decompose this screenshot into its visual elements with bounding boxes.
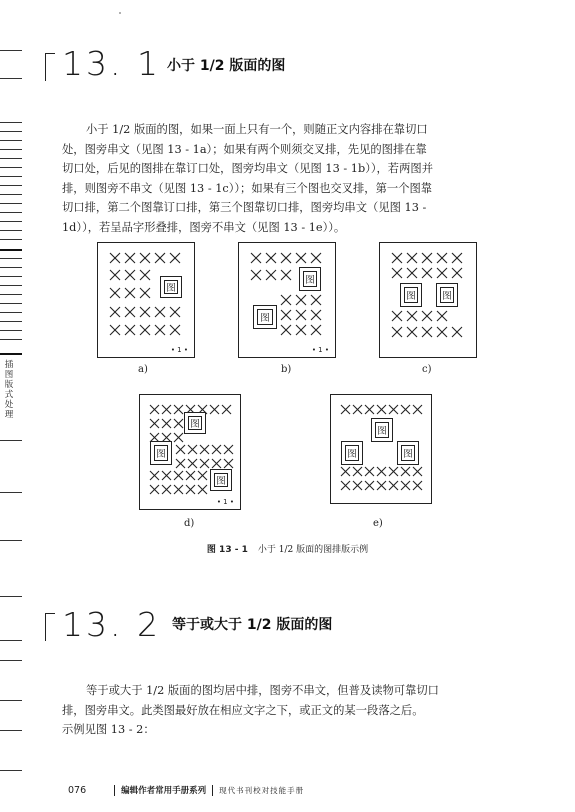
text-line: 排，则图旁不串文（见图 13 - 1c））；如果有三个图也交叉排，第一个图靠 <box>62 181 433 195</box>
cross-mark <box>174 485 183 494</box>
cross-mark <box>413 467 422 476</box>
cross-mark <box>186 471 195 480</box>
cross-mark <box>377 467 386 476</box>
cross-mark <box>311 253 321 263</box>
figure-placeholder: 图 <box>299 267 321 291</box>
cross-mark <box>296 310 306 320</box>
cross-pattern <box>380 243 476 357</box>
cross-mark <box>407 311 417 321</box>
figure-caption-number: 图 13 - 1 <box>206 545 248 555</box>
figure-label-b: b) <box>281 364 292 375</box>
scan-speck <box>119 12 121 14</box>
cross-mark <box>176 459 185 468</box>
figure-placeholder: 图 <box>253 305 277 329</box>
cross-mark <box>365 467 374 476</box>
cross-mark <box>198 485 207 494</box>
cross-mark <box>125 270 135 280</box>
cross-mark <box>296 325 306 335</box>
page-number: 076 <box>68 785 87 796</box>
text-line: 1d）），若呈品字形叠排，图旁不串文（见图 13 - 1e））。 <box>62 220 346 234</box>
heading-bracket <box>45 53 46 81</box>
cross-mark <box>188 445 197 454</box>
cross-mark <box>150 485 159 494</box>
figure-label-c: c) <box>422 364 432 375</box>
cross-mark <box>401 481 410 490</box>
text-line: 小于 1/2 版面的图，如果一面上只有一个，则随正文内容排在靠切口 <box>86 123 428 136</box>
cross-mark <box>212 445 221 454</box>
cross-mark <box>452 268 462 278</box>
figure-caption <box>0 542 575 555</box>
cross-mark <box>266 253 276 263</box>
cross-mark <box>212 459 221 468</box>
figure-label-a: a) <box>138 364 148 375</box>
cross-mark <box>413 481 422 490</box>
cross-mark <box>174 433 183 442</box>
page-mark: • 1 • <box>216 498 234 506</box>
cross-mark <box>174 419 183 428</box>
cross-mark <box>311 325 321 335</box>
cross-mark <box>251 253 261 263</box>
cross-mark <box>155 253 165 263</box>
page-footer <box>68 784 304 796</box>
cross-mark <box>437 327 447 337</box>
cross-mark <box>162 485 171 494</box>
cross-mark <box>401 405 410 414</box>
cross-mark <box>377 405 386 414</box>
section2-paragraph <box>62 681 482 740</box>
cross-mark <box>186 485 195 494</box>
cross-mark <box>422 253 432 263</box>
cross-mark <box>422 311 432 321</box>
cross-mark <box>377 481 386 490</box>
cross-mark <box>392 253 402 263</box>
section1-paragraph <box>62 120 482 238</box>
cross-mark <box>170 253 180 263</box>
cross-mark <box>422 268 432 278</box>
cross-mark <box>155 325 165 335</box>
cross-pattern <box>239 243 335 357</box>
cross-pattern <box>98 243 194 357</box>
cross-mark <box>353 467 362 476</box>
cross-mark <box>140 325 150 335</box>
cross-mark <box>266 270 276 280</box>
cross-mark <box>210 405 219 414</box>
cross-mark <box>401 467 410 476</box>
cross-mark <box>200 445 209 454</box>
cross-mark <box>224 459 233 468</box>
cross-mark <box>389 405 398 414</box>
cross-mark <box>365 405 374 414</box>
figure-placeholder: 图 <box>397 441 419 465</box>
cross-mark <box>140 270 150 280</box>
section-number: 13. 2 <box>62 605 161 644</box>
heading-bracket-top <box>45 53 55 54</box>
book-title: 现代书刊校对技能手册 <box>219 786 305 795</box>
cross-mark <box>281 270 291 280</box>
cross-mark <box>422 327 432 337</box>
cross-mark <box>389 481 398 490</box>
cross-mark <box>296 295 306 305</box>
cross-mark <box>174 405 183 414</box>
cross-mark <box>110 288 120 298</box>
cross-mark <box>170 325 180 335</box>
figure-label-d: d) <box>184 518 195 529</box>
cross-mark <box>353 481 362 490</box>
text-line: 处，图旁串文（见图 13 - 1a）；如果有两个则须交叉排，先见的图排在靠 <box>62 142 427 156</box>
cross-mark <box>437 311 447 321</box>
cross-mark <box>392 268 402 278</box>
cross-mark <box>281 310 291 320</box>
figure-d <box>139 394 241 510</box>
cross-mark <box>341 481 350 490</box>
cross-mark <box>251 270 261 280</box>
figure-placeholder: 图 <box>341 441 363 465</box>
cross-mark <box>176 445 185 454</box>
section-number: 13. 1 <box>62 44 161 83</box>
cross-mark <box>140 253 150 263</box>
cross-mark <box>150 405 159 414</box>
cross-mark <box>389 467 398 476</box>
cross-mark <box>437 268 447 278</box>
figure-placeholder: 图 <box>371 418 393 442</box>
cross-mark <box>407 253 417 263</box>
text-line: 排，图旁串文。此类图最好放在相应文字之下，或正文的某一段落之后。 <box>62 703 424 717</box>
cross-mark <box>353 405 362 414</box>
text-line: 等于或大于 1/2 版面的图均居中排，图旁不串文，但普及读物可靠切口 <box>86 684 439 697</box>
cross-mark <box>437 253 447 263</box>
cross-mark <box>150 471 159 480</box>
cross-mark <box>452 327 462 337</box>
cross-mark <box>452 253 462 263</box>
heading-bracket <box>45 613 46 641</box>
cross-mark <box>110 253 120 263</box>
text-line: 切口处，后见的图排在靠订口处，图旁均串文（见图 13 - 1b）），若两图并 <box>62 162 433 176</box>
chapter-side-tab: 插图版式处理 <box>4 360 14 420</box>
cross-mark <box>170 307 180 317</box>
figure-placeholder: 图 <box>150 441 172 465</box>
figure-placeholder: 图 <box>160 276 182 298</box>
cross-mark <box>407 327 417 337</box>
cross-mark <box>392 327 402 337</box>
cross-mark <box>198 471 207 480</box>
cross-mark <box>281 253 291 263</box>
cross-mark <box>155 307 165 317</box>
cross-mark <box>125 307 135 317</box>
cross-mark <box>296 253 306 263</box>
cross-mark <box>162 419 171 428</box>
figure-placeholder: 图 <box>210 469 232 491</box>
cross-mark <box>407 268 417 278</box>
figure-b <box>238 242 336 358</box>
section-title: 小于 1/2 版面的图 <box>167 58 286 74</box>
cross-mark <box>162 471 171 480</box>
cross-mark <box>110 270 120 280</box>
cross-mark <box>188 459 197 468</box>
cross-mark <box>392 311 402 321</box>
cross-mark <box>281 295 291 305</box>
cross-mark <box>110 307 120 317</box>
text-line: 示例见图 13 - 2： <box>62 723 155 737</box>
figure-a <box>97 242 195 358</box>
cross-mark <box>125 288 135 298</box>
figure-placeholder: 图 <box>436 283 458 307</box>
series-name: 编辑作者常用手册系列 <box>121 786 207 796</box>
cross-mark <box>341 405 350 414</box>
heading-bracket-top <box>45 613 55 614</box>
cross-mark <box>365 481 374 490</box>
page-mark: • 1 • <box>170 346 188 354</box>
figure-caption-text: 小于 1/2 版面的图排版示例 <box>257 545 369 555</box>
cross-mark <box>150 419 159 428</box>
section-title: 等于或大于 1/2 版面的图 <box>172 617 333 633</box>
cross-mark <box>110 325 120 335</box>
cross-mark <box>162 405 171 414</box>
figure-e <box>330 394 432 504</box>
cross-mark <box>413 405 422 414</box>
figure-label-e: e) <box>373 518 383 529</box>
cross-mark <box>281 325 291 335</box>
page-mark: • 1 • <box>311 346 329 354</box>
cross-mark <box>174 471 183 480</box>
text-line: 切口排，第二个图靠订口排，第三个图靠切口排，图旁均串文（见图 13 - <box>62 201 427 215</box>
cross-mark <box>311 295 321 305</box>
cross-mark <box>125 253 135 263</box>
cross-mark <box>200 459 209 468</box>
figure-c <box>379 242 477 358</box>
cross-mark <box>341 467 350 476</box>
figure-placeholder: 图 <box>400 283 422 307</box>
cross-mark <box>222 405 231 414</box>
cross-mark <box>125 325 135 335</box>
cross-mark <box>140 307 150 317</box>
cross-mark <box>224 445 233 454</box>
cross-mark <box>311 310 321 320</box>
cross-mark <box>140 288 150 298</box>
figure-placeholder: 图 <box>184 412 206 434</box>
